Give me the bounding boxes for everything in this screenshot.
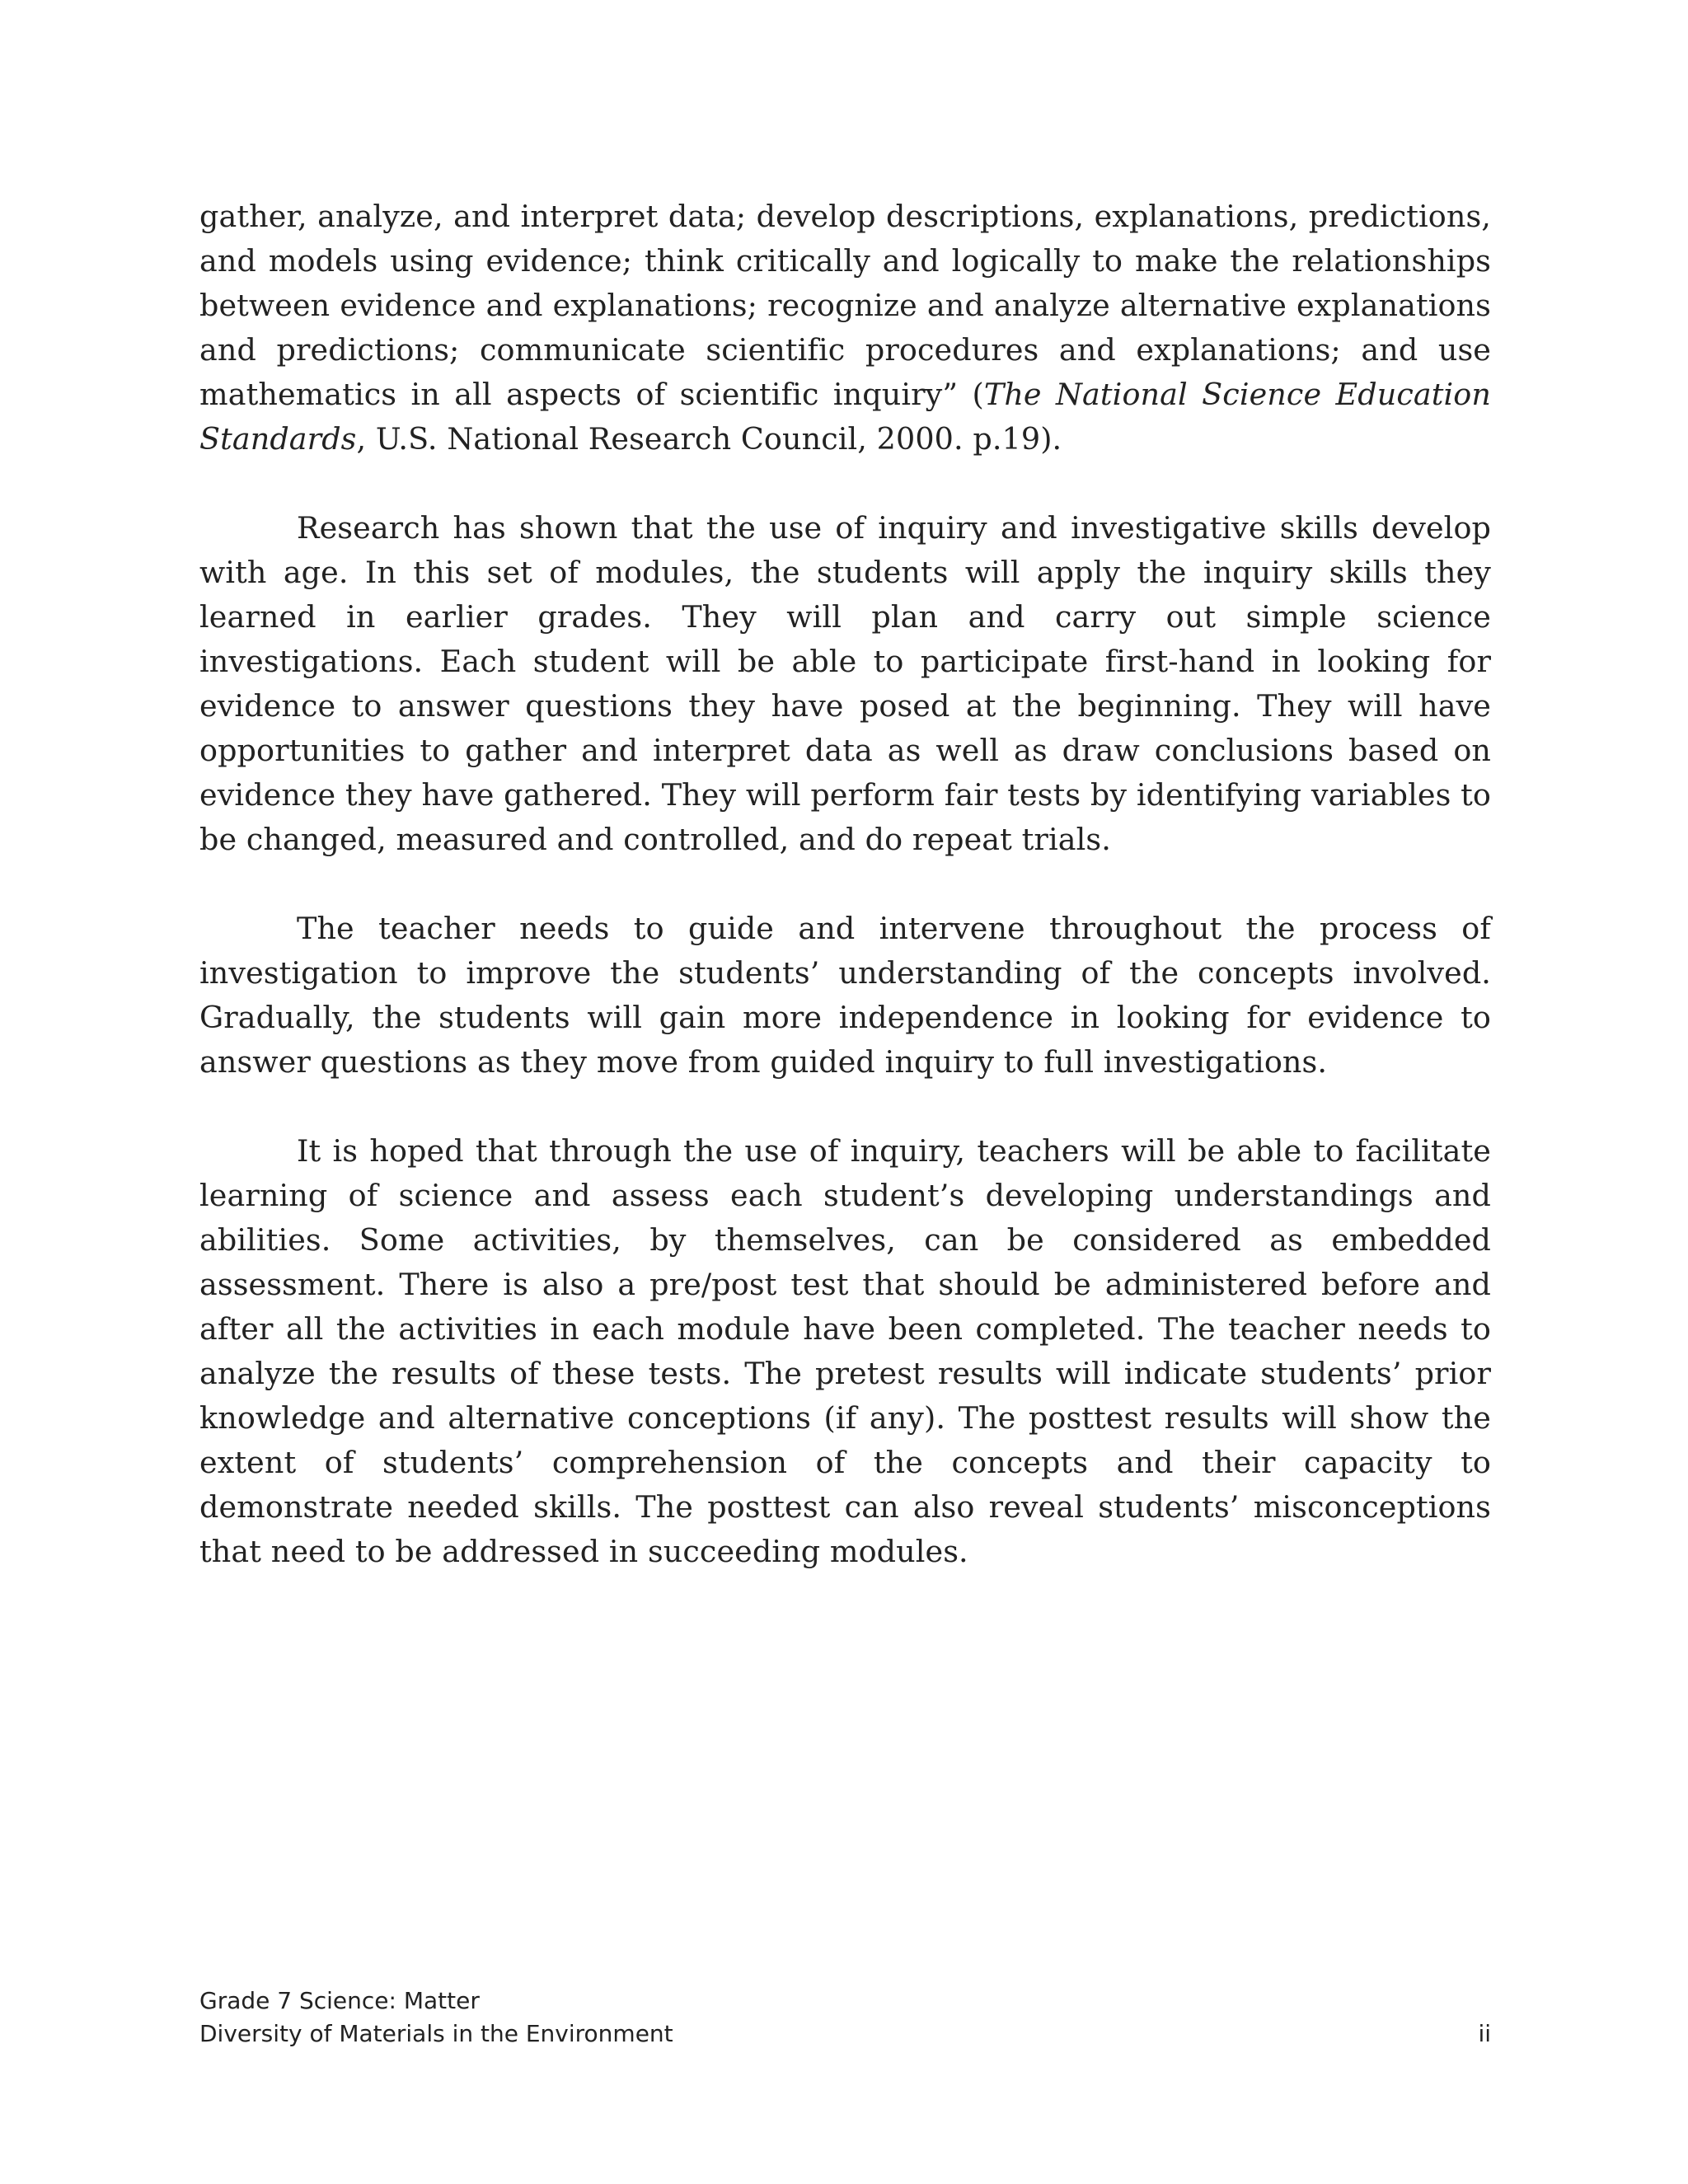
paragraph-1	[199, 194, 1491, 462]
paragraph-4: It is hoped that through the use of inquiry, teachers will be able to facilitate learning of science and assess each student’s developing understandings and abilities. Some activities, by themselves, can be considered as embedded assessment. There is also a pre/post test that should be administered before and after all the activities in each module have been completed. The teacher needs to analyze the results of these tests. The pretest results will indicate students’ prior knowledge and alternative conceptions (if any). The posttest results will show the extent of students’ comprehension of the concepts and their capacity to demonstrate needed skills. The posttest can also reveal students’ misconceptions that need to be addressed in succeeding modules.	[199, 1133, 1491, 1569]
footer-module-title: Diversity of Materials in the Environment	[199, 2020, 673, 2047]
paragraph-1-italic-title: The National Science Education Standards	[199, 377, 1491, 457]
paragraph-3: The teacher needs to guide and intervene throughout the process of investigation to improve the students’ understanding of the concepts involved. Gradually, the students will gain more independence in looking for evidence to answer questions as they move from guided inquiry to full investigations.	[199, 911, 1491, 1080]
footer-course-title: Grade 7 Science: Matter	[199, 1987, 480, 2014]
page-footer	[199, 1985, 1491, 2050]
paragraph-2: Research has shown that the use of inquiry and investigative skills develop with age. In this set of modules, the students will apply the inquiry skills they learned in earlier grades. They will plan and carry out simple science investigations. Each student will be able to participate first-hand in looking for evidence to answer questions they have posed at the beginning. They will have opportunities to gather and interpret data as well as draw conclusions based on evidence they have gathered. They will perform fair tests by identifying variables to be changed, measured and controlled, and do repeat trials.	[199, 510, 1491, 857]
page-number: ii	[1478, 2020, 1491, 2047]
body-text	[199, 194, 1491, 1619]
paragraph-1-citation: , U.S. National Research Council, 2000. p.19).	[356, 421, 1062, 457]
paragraph-1-text: gather, analyze, and interpret data; develop descriptions, explanations, predictions, and models using evidence; think critically and logically to make the relationships between evidence and explanations; recognize and analyze alternative explanations and predictions; communicate scientific procedures and explanations; and use mathematics in all aspects of scientific inquiry” (	[199, 199, 1491, 412]
